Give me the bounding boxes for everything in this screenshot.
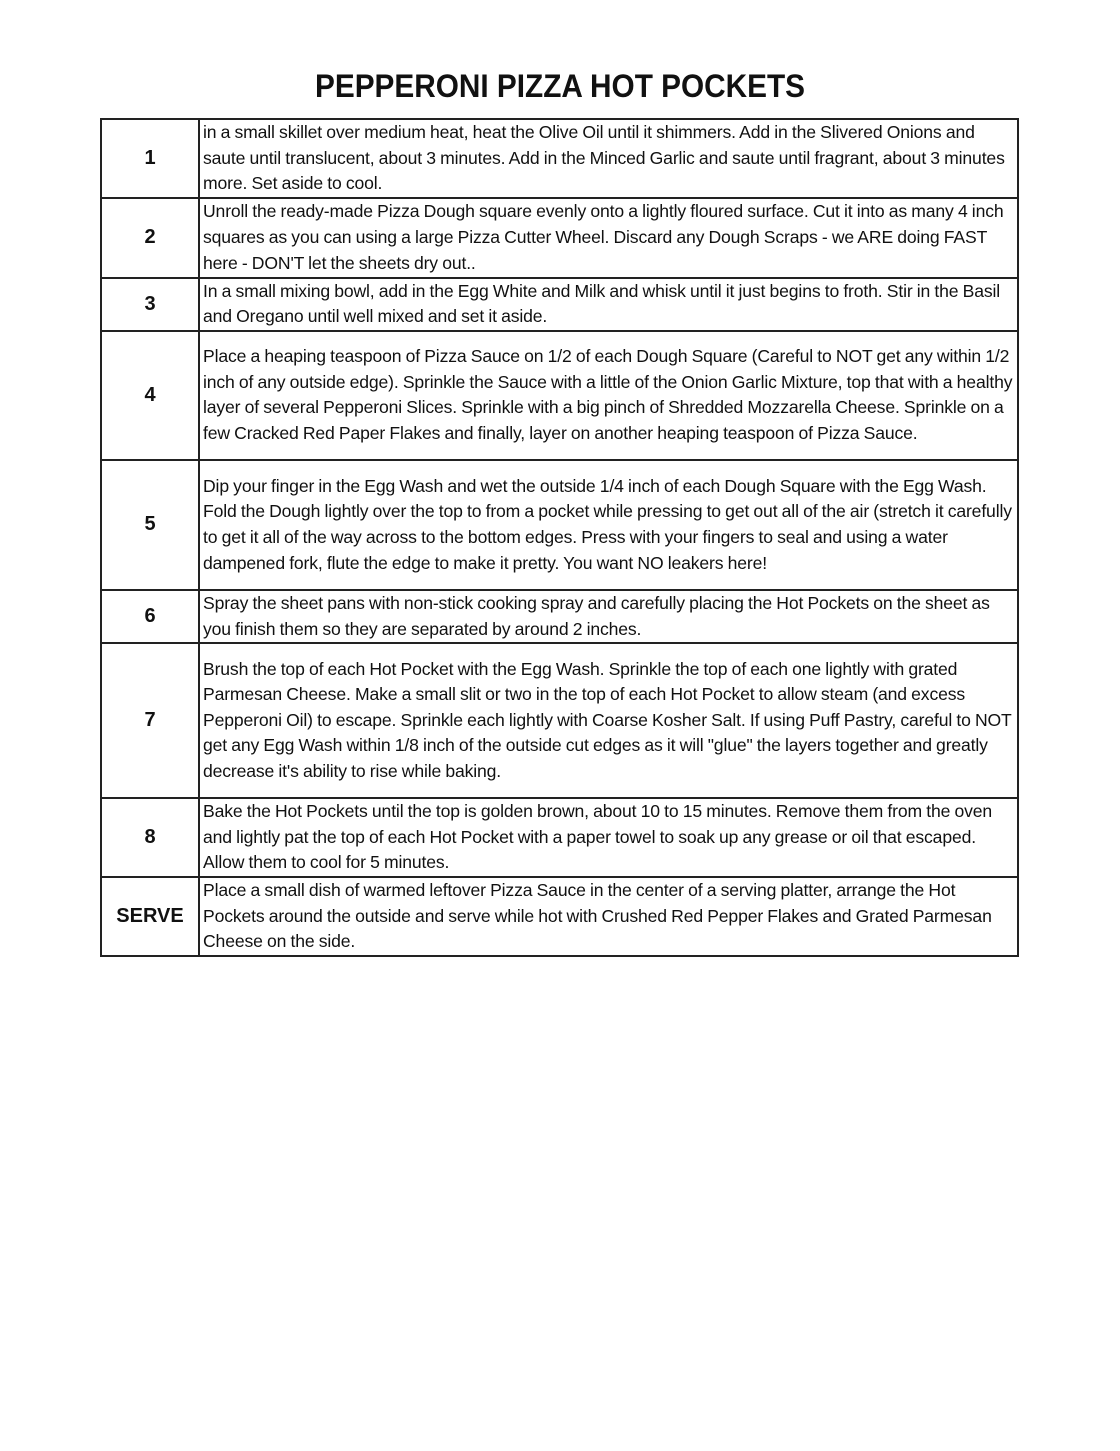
step-number: 2	[101, 198, 199, 278]
step-number: 5	[101, 460, 199, 590]
step-instructions: Place a heaping teaspoon of Pizza Sauce on 1/2 of each Dough Square (Careful to NOT get any within 1/2 inch of any outside edge). Sprinkle the Sauce with a little of the Onion Garlic Mixture, top that with a healthy layer of several Pepperoni Slices. Sprinkle with a big pinch of Shredded Mozzarella Cheese. Sprinkle on a few Cracked Red Paper Flakes and finally, layer on another heaping teaspoon of Pizza Sauce.	[199, 331, 1018, 460]
step-instructions: Unroll the ready-made Pizza Dough square evenly onto a lightly floured surface. Cut it into as many 4 inch squares as you can using a large Pizza Cutter Wheel. Discard any Dough Scraps - we ARE doing FAST here - DON'T let the sheets dry out..	[199, 198, 1018, 278]
step-number: 1	[101, 119, 199, 198]
recipe-steps-table	[100, 118, 1019, 957]
step-number: 8	[101, 798, 199, 877]
step-row	[101, 460, 1018, 590]
step-instructions: Dip your finger in the Egg Wash and wet the outside 1/4 inch of each Dough Square with the Egg Wash. Fold the Dough lightly over the top to from a pocket while pressing to get out all of the air (stretch it carefully to get it all of the way across to the bottom edges. Press with your fingers to seal and using a water dampened fork, flute the edge to make it pretty. You want NO leakers here!	[199, 460, 1018, 590]
step-row	[101, 643, 1018, 798]
step-row	[101, 198, 1018, 278]
step-row	[101, 798, 1018, 877]
step-number: 7	[101, 643, 199, 798]
step-row	[101, 119, 1018, 198]
step-row	[101, 590, 1018, 643]
step-instructions: In a small mixing bowl, add in the Egg White and Milk and whisk until it just begins to froth. Stir in the Basil and Oregano until well mixed and set it aside.	[199, 278, 1018, 331]
step-row	[101, 278, 1018, 331]
recipe-title: PEPPERONI PIZZA HOT POCKETS	[315, 68, 805, 104]
step-instructions: Brush the top of each Hot Pocket with the Egg Wash. Sprinkle the top of each one lightly with grated Parmesan Cheese. Make a small slit or two in the top of each Hot Pocket to allow steam (and excess Pepperoni Oil) to escape. Sprinkle each lightly with Coarse Kosher Salt. If using Puff Pastry, careful to NOT get any Egg Wash within 1/8 inch of the outside cut edges as it will "glue" the layers together and greatly decrease it's ability to rise while baking.	[199, 643, 1018, 798]
step-instructions: Bake the Hot Pockets until the top is golden brown, about 10 to 15 minutes. Remove them from the oven and lightly pat the top of each Hot Pocket with a paper towel to soak up any grease or oil that escaped. Allow them to cool for 5 minutes.	[199, 798, 1018, 877]
serve-instructions: Place a small dish of warmed leftover Pizza Sauce in the center of a serving platter, arrange the Hot Pockets around the outside and serve while hot with Crushed Red Pepper Flakes and Grated Parmesan Cheese on the side.	[199, 877, 1018, 956]
serve-label: SERVE	[101, 877, 199, 956]
step-number: 6	[101, 590, 199, 643]
step-row	[101, 331, 1018, 460]
step-instructions: in a small skillet over medium heat, heat the Olive Oil until it shimmers. Add in the Slivered Onions and saute until translucent, about 3 minutes. Add in the Minced Garlic and saute until fragrant, about 3 minutes more. Set aside to cool.	[199, 119, 1018, 198]
step-number: 4	[101, 331, 199, 460]
serve-row	[101, 877, 1018, 956]
step-instructions: Spray the sheet pans with non-stick cooking spray and carefully placing the Hot Pockets on the sheet as you finish them so they are separated by around 2 inches.	[199, 590, 1018, 643]
step-number: 3	[101, 278, 199, 331]
